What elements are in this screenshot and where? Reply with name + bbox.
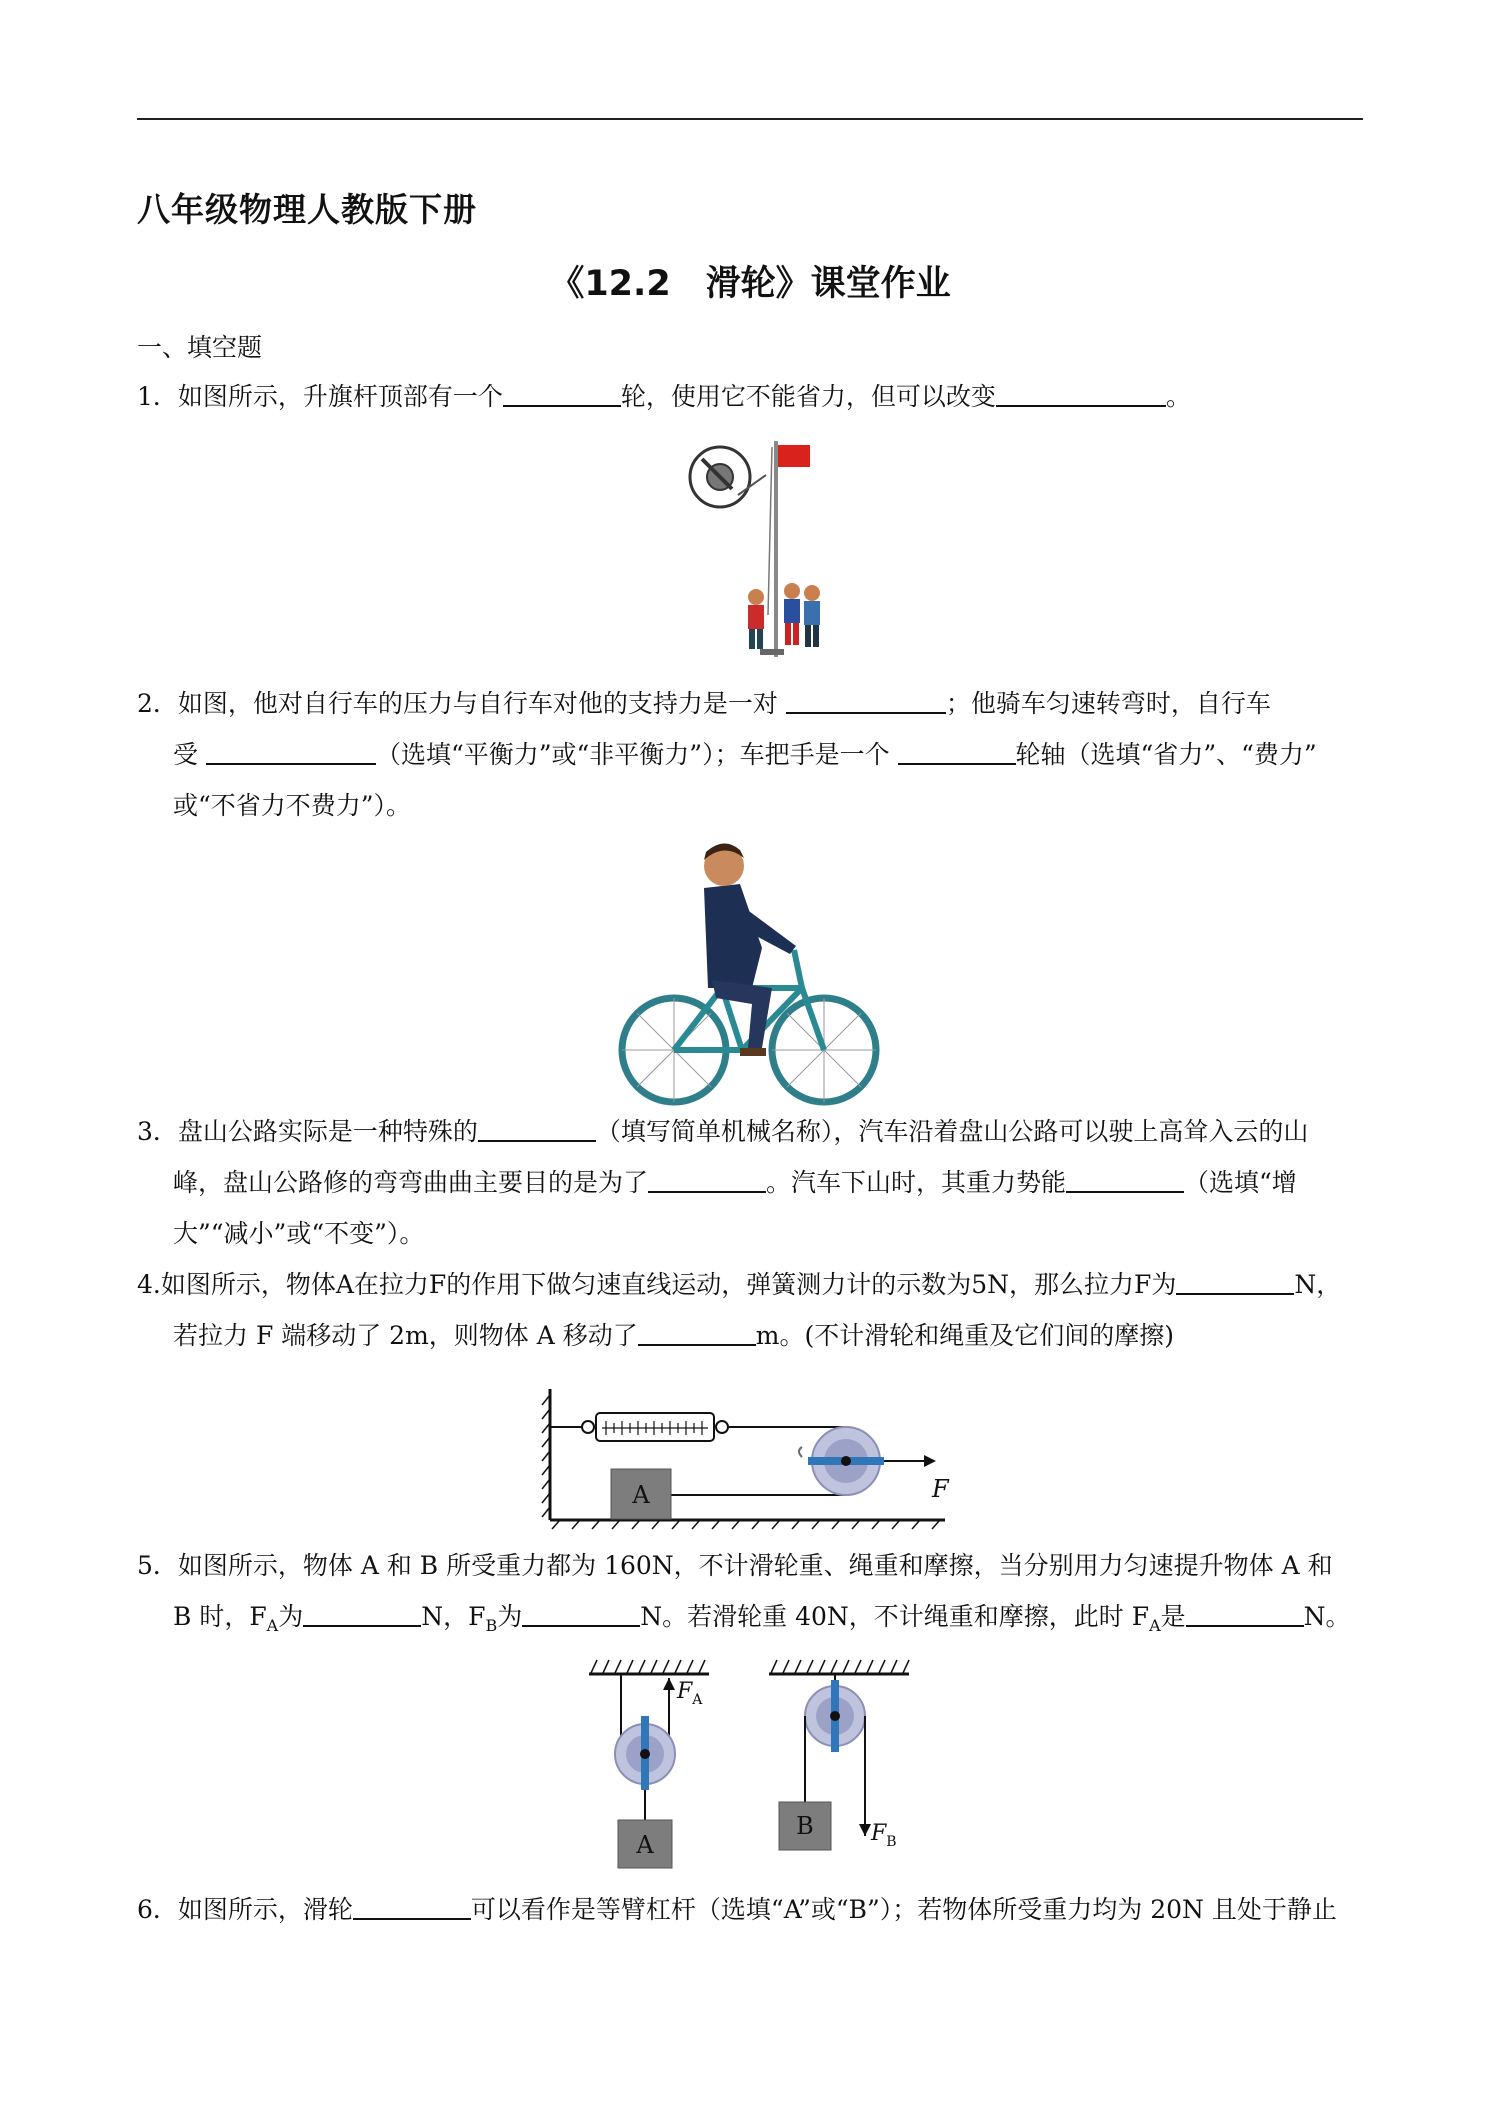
cyclist-figure xyxy=(612,838,884,1108)
flagpole-figure xyxy=(688,435,828,667)
question-6: 6．如图所示，滑轮 可以看作是等臂杠杆（选填“A”或“B”）；若物体所受重力均为 20N 且处于静止 xyxy=(137,1884,1363,1935)
answer-blank[interactable] xyxy=(353,1892,471,1920)
answer-blank[interactable] xyxy=(648,1165,766,1193)
question-1: 1．如图所示，升旗杆顶部有一个 轮，使用它不能省力，但可以改变 。 xyxy=(137,371,1363,422)
answer-blank[interactable] xyxy=(303,1599,421,1627)
answer-blank[interactable] xyxy=(1176,1267,1294,1295)
answer-blank[interactable] xyxy=(1066,1165,1184,1193)
answer-blank[interactable] xyxy=(786,686,946,714)
answer-blank[interactable] xyxy=(522,1599,640,1627)
answer-blank[interactable] xyxy=(996,379,1166,407)
question-2: 2．如图，他对自行车的压力与自行车对他的支持力是一对 ；他骑车匀速转弯时，自行车 受 （选填“平衡力”或“非平衡力”）；车把手是一个 轮轴（选填“省力”、“费力” 或“不省力不费力”）。 xyxy=(137,678,1363,831)
force-fa-label: $F_A$ xyxy=(677,1679,703,1708)
block-b-label: B xyxy=(796,1812,814,1840)
block-a-label: A xyxy=(632,1481,650,1509)
section-heading: 一、填空题 xyxy=(137,333,263,362)
answer-blank[interactable] xyxy=(638,1318,756,1346)
answer-blank[interactable] xyxy=(478,1114,596,1142)
two-pulleys-figure xyxy=(585,1658,915,1870)
force-f-label: F xyxy=(932,1475,949,1503)
answer-blank[interactable] xyxy=(898,737,1016,765)
question-5: 5．如图所示，物体 A 和 B 所受重力都为 160N，不计滑轮重、绳重和摩擦，当分别用力匀速提升物体 A 和 B 时，$F_A$为 N，$F_B$为 N。若滑轮重 40N，不计绳重和摩擦，此时 $F_A$是 N。 xyxy=(137,1551,1351,1635)
force-fb-label: $F_B$ xyxy=(871,1821,897,1850)
page-title: 《12.2 滑轮》课堂作业 xyxy=(549,264,951,304)
question-4: 4.如图所示，物体A在拉力F的作用下做匀速直线运动，弹簧测力计的示数为5N，那么拉力F为 N， 若拉力 F 端移动了 2m，则物体 A 移动了 m。(不计滑轮和绳重及它们间的摩擦) xyxy=(137,1259,1363,1361)
block-a-label: A xyxy=(636,1831,654,1859)
answer-blank[interactable] xyxy=(503,379,621,407)
header-rule xyxy=(137,118,1363,120)
spring-scale-pulley-figure xyxy=(540,1385,950,1530)
answer-blank[interactable] xyxy=(1186,1599,1304,1627)
answer-blank[interactable] xyxy=(206,737,376,765)
question-3: 3．盘山公路实际是一种特殊的 （填写简单机械名称），汽车沿着盘山公路可以驶上高耸入云的山 峰，盘山公路修的弯弯曲曲主要目的是为了 。汽车下山时，其重力势能 （选填“增 大”“减小”或“不变”）。 xyxy=(137,1106,1363,1259)
series-title: 八年级物理人教版下册 xyxy=(137,190,477,229)
